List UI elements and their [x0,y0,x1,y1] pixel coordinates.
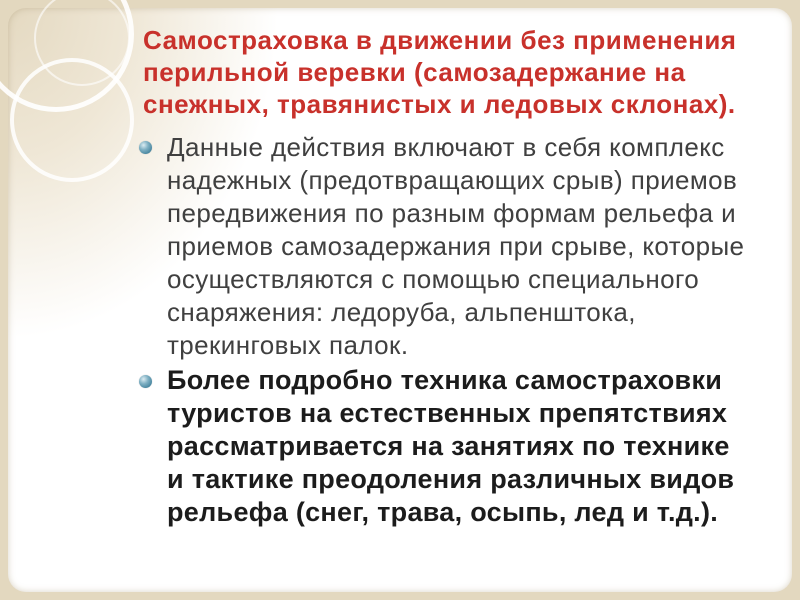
title-line: перильной веревки (самозадержание на [143,57,686,87]
title-line: снежных, травянистых и ледовых склонах). [143,89,736,119]
bullet-dot-icon [139,141,152,154]
bullet-dot-icon [139,375,152,388]
bullet-line: надежных (предотвращающих срыв) приемов [167,165,738,195]
bullet-line: и тактике преодоления различных видов [167,464,735,494]
bullet-line: трекинговых палок. [167,330,409,360]
bullet-item-emphasized [167,364,734,529]
bullet-item [167,131,744,362]
bullet-line: рельефа (снег, трава, осыпь, лед и т.д.). [167,497,719,527]
bullet-line: передвижения по разным формам рельефа и [167,198,737,228]
bullet-line: Более подробно техника самостраховки [167,365,723,395]
bullet-line: рассматривается на занятиях по технике [167,431,730,461]
bullet-line: приемов самозадержания при срыве, которые [167,231,745,261]
bullet-line: Данные действия включают в себя комплекс [167,132,725,162]
title-line: Самостраховка в движении без применения [143,25,737,55]
slide-title [143,24,736,120]
bullet-line: снаряжения: ледоруба, альпенштока, [167,297,636,327]
bullet-line: туристов на естественных препятствиях [167,398,728,428]
bullet-line: осуществляются с помощью специального [167,264,700,294]
